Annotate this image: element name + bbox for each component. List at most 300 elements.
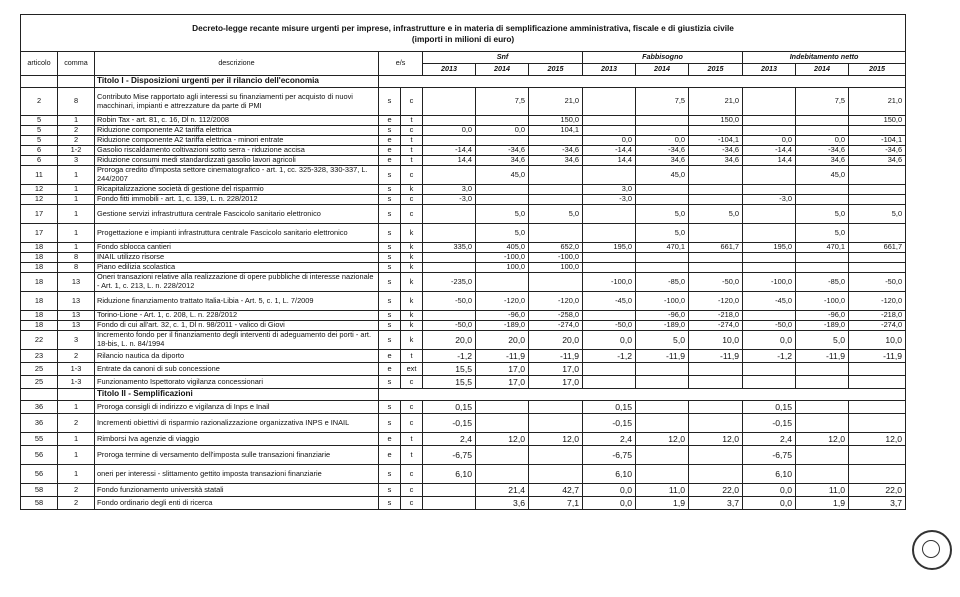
cell-value: -14,4 — [743, 146, 796, 156]
cell-value: 7,5 — [636, 88, 689, 116]
cell-value: -120,0 — [849, 292, 906, 311]
cell-es: s — [379, 331, 401, 350]
cell-es: e — [379, 363, 401, 376]
cell-articolo: 18 — [21, 243, 58, 253]
cell-descrizione: Gasolio riscaldamento coltivazioni sotto serra - riduzione accisa — [95, 146, 379, 156]
cell-es: s — [379, 497, 401, 510]
cell-value: 5,0 — [476, 224, 529, 243]
cell-value: 12,0 — [529, 433, 583, 446]
cell-es: s — [379, 414, 401, 433]
cell-value — [476, 414, 529, 433]
table-row — [21, 156, 906, 166]
cell-comma: 1 — [58, 205, 95, 224]
cell-value: -11,9 — [849, 350, 906, 363]
cell-value — [529, 414, 583, 433]
cell-descrizione: oneri per interessi - slittamento gettito imposta transazioni finanziarie — [95, 465, 379, 484]
cell-value: 7,5 — [476, 88, 529, 116]
cell-value: 661,7 — [689, 243, 743, 253]
cell-es: s — [379, 321, 401, 331]
cell-value: 0,0 — [476, 126, 529, 136]
cell-articolo: 22 — [21, 331, 58, 350]
cell-es: s — [379, 195, 401, 205]
section-row — [21, 76, 906, 88]
cell-value: -96,0 — [476, 311, 529, 321]
cell-tipo: k — [401, 224, 423, 243]
cell-value — [529, 273, 583, 292]
cell-value: -274,0 — [529, 321, 583, 331]
cell-value — [689, 195, 743, 205]
cell-value — [689, 363, 743, 376]
header-year: 2015 — [529, 64, 583, 76]
cell-value: 21,0 — [529, 88, 583, 116]
cell-value — [849, 195, 906, 205]
cell-value: 0,0 — [423, 126, 476, 136]
cell-value: 45,0 — [796, 166, 849, 185]
cell-articolo: 36 — [21, 401, 58, 414]
empty-cell — [379, 389, 906, 401]
cell-value: 470,1 — [636, 243, 689, 253]
cell-value: -100,0 — [583, 273, 636, 292]
cell-descrizione: Proroga termine di versamento dell'imposta sulle transazioni finanziarie — [95, 446, 379, 465]
cell-tipo: t — [401, 433, 423, 446]
cell-value: -274,0 — [689, 321, 743, 331]
cell-comma: 3 — [58, 331, 95, 350]
cell-value — [636, 263, 689, 273]
cell-tipo: k — [401, 185, 423, 195]
cell-value: 5,0 — [636, 205, 689, 224]
cell-tipo: k — [401, 263, 423, 273]
cell-value: 34,6 — [689, 156, 743, 166]
cell-value: 5,0 — [796, 224, 849, 243]
cell-value: 2,4 — [743, 433, 796, 446]
cell-value: 405,0 — [476, 243, 529, 253]
cell-value: 17,0 — [529, 376, 583, 389]
cell-articolo: 17 — [21, 224, 58, 243]
cell-value — [689, 185, 743, 195]
header-year: 2014 — [636, 64, 689, 76]
cell-es: s — [379, 185, 401, 195]
section-row — [21, 389, 906, 401]
cell-tipo: c — [401, 195, 423, 205]
cell-value — [529, 401, 583, 414]
document-page — [20, 14, 905, 510]
cell-value: -104,1 — [849, 136, 906, 146]
cell-es: e — [379, 146, 401, 156]
cell-value — [849, 263, 906, 273]
table-row — [21, 484, 906, 497]
cell-value: -100,0 — [529, 253, 583, 263]
cell-value: -14,4 — [423, 146, 476, 156]
cell-tipo: t — [401, 350, 423, 363]
cell-value: -34,6 — [636, 146, 689, 156]
cell-value: 3,7 — [689, 497, 743, 510]
cell-value: 195,0 — [743, 243, 796, 253]
cell-descrizione: Proroga credito d'imposta settore cinematografico - art. 1, cc. 325-328, 330-337, L. 244/2007 — [95, 166, 379, 185]
cell-value: 6,10 — [583, 465, 636, 484]
cell-value: -45,0 — [743, 292, 796, 311]
cell-value: 17,0 — [529, 363, 583, 376]
cell-value — [796, 126, 849, 136]
cell-value — [583, 311, 636, 321]
cell-es: s — [379, 205, 401, 224]
cell-value: 14,4 — [583, 156, 636, 166]
cell-value: 150,0 — [689, 116, 743, 126]
cell-value: 45,0 — [476, 166, 529, 185]
cell-value: -120,0 — [476, 292, 529, 311]
cell-value — [636, 401, 689, 414]
cell-articolo: 25 — [21, 376, 58, 389]
table-row — [21, 126, 906, 136]
cell-value: -50,0 — [423, 321, 476, 331]
cell-es: e — [379, 446, 401, 465]
cell-value: 0,0 — [743, 484, 796, 497]
cell-descrizione: Riduzione finanziamento trattato Italia-Libia - Art. 5, c. 1, L. 7/2009 — [95, 292, 379, 311]
cell-value: -100,0 — [636, 292, 689, 311]
cell-articolo: 18 — [21, 253, 58, 263]
cell-value: -50,0 — [689, 273, 743, 292]
cell-value: -6,75 — [423, 446, 476, 465]
cell-es: s — [379, 88, 401, 116]
cell-value — [636, 465, 689, 484]
table-row — [21, 292, 906, 311]
cell-articolo: 6 — [21, 156, 58, 166]
cell-value: 5,0 — [636, 224, 689, 243]
cell-value — [476, 116, 529, 126]
cell-es: e — [379, 136, 401, 146]
cell-articolo: 56 — [21, 465, 58, 484]
cell-descrizione: Incremento fondo per il finanziamento degli interventi di adeguamento dei porti - art. 18-bis, L. n. 84/1994 — [95, 331, 379, 350]
cell-tipo: k — [401, 243, 423, 253]
cell-descrizione: Funzionamento Ispettorato vigilanza concessionari — [95, 376, 379, 389]
cell-value: 15,5 — [423, 376, 476, 389]
cell-value — [743, 224, 796, 243]
cell-value: 5,0 — [636, 331, 689, 350]
cell-value — [423, 166, 476, 185]
cell-comma: 1 — [58, 116, 95, 126]
cell-value — [476, 185, 529, 195]
cell-value — [849, 465, 906, 484]
cell-value: -120,0 — [529, 292, 583, 311]
cell-descrizione: INAIL utilizzo risorse — [95, 253, 379, 263]
cell-comma: 13 — [58, 321, 95, 331]
cell-value — [796, 401, 849, 414]
cell-value — [689, 414, 743, 433]
cell-value — [583, 88, 636, 116]
cell-comma: 2 — [58, 136, 95, 146]
cell-es: s — [379, 376, 401, 389]
cell-value: 10,0 — [689, 331, 743, 350]
cell-value: 20,0 — [476, 331, 529, 350]
cell-value — [743, 185, 796, 195]
cell-value — [583, 363, 636, 376]
cell-articolo: 5 — [21, 136, 58, 146]
cell-value: -85,0 — [796, 273, 849, 292]
cell-value: -1,2 — [583, 350, 636, 363]
cell-articolo: 18 — [21, 263, 58, 273]
cell-value — [849, 446, 906, 465]
empty-cell — [58, 76, 95, 88]
cell-value: -11,9 — [689, 350, 743, 363]
cell-value: 22,0 — [689, 484, 743, 497]
cell-comma: 2 — [58, 497, 95, 510]
cell-es: s — [379, 243, 401, 253]
cell-value: -50,0 — [849, 273, 906, 292]
cell-value: -45,0 — [583, 292, 636, 311]
cell-value: 0,0 — [743, 497, 796, 510]
cell-value — [743, 166, 796, 185]
cell-value — [529, 446, 583, 465]
cell-articolo: 18 — [21, 292, 58, 311]
cell-comma: 3 — [58, 156, 95, 166]
cell-comma: 2 — [58, 484, 95, 497]
title-line-2: (importi in milioni di euro) — [411, 34, 515, 44]
cell-value — [796, 363, 849, 376]
cell-comma: 1 — [58, 401, 95, 414]
cell-value: 0,0 — [743, 136, 796, 146]
cell-value: -11,9 — [796, 350, 849, 363]
cell-value — [423, 497, 476, 510]
cell-value: -11,9 — [636, 350, 689, 363]
cell-value — [689, 253, 743, 263]
cell-value: 6,10 — [423, 465, 476, 484]
table-row — [21, 195, 906, 205]
cell-value: 5,0 — [529, 205, 583, 224]
cell-value: 7,1 — [529, 497, 583, 510]
cell-descrizione: Riduzione componente A2 tariffa elettrica - minori entrate — [95, 136, 379, 146]
cell-articolo: 56 — [21, 446, 58, 465]
cell-value: 5,0 — [849, 205, 906, 224]
header-es: e/s — [379, 52, 423, 76]
office-stamp — [912, 530, 952, 570]
cell-articolo: 11 — [21, 166, 58, 185]
cell-es: s — [379, 263, 401, 273]
cell-value — [423, 311, 476, 321]
cell-value — [476, 273, 529, 292]
cell-comma: 1 — [58, 166, 95, 185]
cell-value: 3,0 — [423, 185, 476, 195]
cell-value — [476, 136, 529, 146]
cell-value: -100,0 — [796, 292, 849, 311]
cell-value: 11,0 — [636, 484, 689, 497]
cell-value: -1,2 — [423, 350, 476, 363]
cell-articolo: 5 — [21, 116, 58, 126]
cell-tipo: t — [401, 446, 423, 465]
cell-value: 1,9 — [636, 497, 689, 510]
cell-descrizione: Fondo funzionamento università statali — [95, 484, 379, 497]
cell-value: -1,2 — [743, 350, 796, 363]
table-row — [21, 273, 906, 292]
cell-value — [529, 136, 583, 146]
cell-descrizione: Robin Tax - art. 81, c. 16, Dl n. 112/2008 — [95, 116, 379, 126]
header-year: 2013 — [423, 64, 476, 76]
cell-value: 21,0 — [849, 88, 906, 116]
table-title — [21, 15, 906, 52]
cell-tipo: t — [401, 116, 423, 126]
cell-value: 34,6 — [636, 156, 689, 166]
cell-value: 100,0 — [476, 263, 529, 273]
cell-value: -3,0 — [423, 195, 476, 205]
cell-value — [476, 465, 529, 484]
cell-value: 6,10 — [743, 465, 796, 484]
header-year: 2015 — [689, 64, 743, 76]
cell-value — [689, 446, 743, 465]
cell-tipo: k — [401, 253, 423, 263]
cell-value: 5,0 — [476, 205, 529, 224]
cell-value: -189,0 — [476, 321, 529, 331]
cell-comma: 13 — [58, 292, 95, 311]
cell-descrizione: Proroga consigli di indirizzo e vigilanza di Inps e Inail — [95, 401, 379, 414]
cell-value: 7,5 — [796, 88, 849, 116]
cell-value — [636, 446, 689, 465]
cell-value: 0,0 — [636, 136, 689, 146]
cell-value: -34,6 — [689, 146, 743, 156]
cell-value: 3,0 — [583, 185, 636, 195]
cell-value — [849, 126, 906, 136]
header-year: 2013 — [583, 64, 636, 76]
cell-value — [636, 363, 689, 376]
cell-value: -34,6 — [849, 146, 906, 156]
cell-value: 34,6 — [849, 156, 906, 166]
table-row — [21, 311, 906, 321]
cell-es: s — [379, 224, 401, 243]
table-row — [21, 465, 906, 484]
cell-descrizione: Rilancio nautica da diporto — [95, 350, 379, 363]
cell-value: 11,0 — [796, 484, 849, 497]
cell-descrizione: Fondo fitti immobili - art. 1, c. 139, L. n. 228/2012 — [95, 195, 379, 205]
cell-value: -189,0 — [796, 321, 849, 331]
cell-value: 470,1 — [796, 243, 849, 253]
cell-tipo: t — [401, 146, 423, 156]
cell-es: s — [379, 465, 401, 484]
table-row — [21, 350, 906, 363]
cell-value: 17,0 — [476, 363, 529, 376]
cell-value — [796, 253, 849, 263]
cell-descrizione: Incrementi obiettivi di risparmio razionalizzazione organizzativa INPS e INAIL — [95, 414, 379, 433]
cell-articolo: 12 — [21, 185, 58, 195]
cell-value — [849, 253, 906, 263]
cell-articolo: 18 — [21, 273, 58, 292]
cell-articolo: 6 — [21, 146, 58, 156]
header-articolo: articolo — [21, 52, 58, 76]
cell-comma: 1 — [58, 433, 95, 446]
cell-value: -34,6 — [529, 146, 583, 156]
cell-value — [743, 363, 796, 376]
cell-value: 0,0 — [583, 484, 636, 497]
cell-value — [423, 484, 476, 497]
cell-value: 22,0 — [849, 484, 906, 497]
cell-value: -50,0 — [423, 292, 476, 311]
cell-tipo: k — [401, 331, 423, 350]
cell-value — [423, 136, 476, 146]
cell-comma: 1 — [58, 243, 95, 253]
table-row — [21, 321, 906, 331]
cell-tipo: c — [401, 484, 423, 497]
cell-value — [796, 414, 849, 433]
cell-descrizione: Riduzione componente A2 tariffa elettrica — [95, 126, 379, 136]
cell-value: 335,0 — [423, 243, 476, 253]
header-row-groups — [21, 52, 906, 64]
cell-tipo: c — [401, 414, 423, 433]
cell-value — [743, 253, 796, 263]
cell-articolo: 23 — [21, 350, 58, 363]
cell-value: 0,0 — [583, 497, 636, 510]
cell-value — [796, 263, 849, 273]
cell-descrizione: Contributo Mise rapportato agli interessi su finanziamenti per acquisto di nuovi macchinari, impianti e attrezzature da parte di PMI — [95, 88, 379, 116]
cell-value: -50,0 — [583, 321, 636, 331]
cell-articolo: 25 — [21, 363, 58, 376]
cell-value: -274,0 — [849, 321, 906, 331]
cell-value — [689, 465, 743, 484]
cell-articolo: 55 — [21, 433, 58, 446]
cell-value — [423, 224, 476, 243]
cell-value — [583, 263, 636, 273]
cell-es: s — [379, 311, 401, 321]
cell-tipo: k — [401, 321, 423, 331]
cell-comma: 1-2 — [58, 146, 95, 156]
cell-value: 150,0 — [849, 116, 906, 126]
header-descrizione: descrizione — [95, 52, 379, 76]
header-year: 2014 — [476, 64, 529, 76]
cell-value — [849, 166, 906, 185]
cell-value: -11,9 — [529, 350, 583, 363]
cell-value — [636, 195, 689, 205]
header-fabbisogno: Fabbisogno — [583, 52, 743, 64]
header-year: 2015 — [849, 64, 906, 76]
cell-tipo: k — [401, 292, 423, 311]
cell-articolo: 17 — [21, 205, 58, 224]
cell-value — [849, 224, 906, 243]
cell-value: 661,7 — [849, 243, 906, 253]
table-row — [21, 166, 906, 185]
cell-value — [583, 126, 636, 136]
cell-value — [849, 414, 906, 433]
cell-value — [583, 116, 636, 126]
table-row — [21, 401, 906, 414]
cell-value: 34,6 — [796, 156, 849, 166]
header-indebitamento: Indebitamento netto — [743, 52, 906, 64]
header-comma: comma — [58, 52, 95, 76]
cell-value: -34,6 — [796, 146, 849, 156]
cell-value: 12,0 — [689, 433, 743, 446]
cell-value — [529, 185, 583, 195]
cell-descrizione: Torino-Lione - Art. 1, c. 208, L. n. 228/2012 — [95, 311, 379, 321]
cell-value: 20,0 — [423, 331, 476, 350]
cell-value: 2,4 — [583, 433, 636, 446]
cell-comma: 1 — [58, 224, 95, 243]
cell-comma: 1 — [58, 185, 95, 195]
table-row — [21, 331, 906, 350]
cell-value — [796, 376, 849, 389]
table-row — [21, 263, 906, 273]
cell-descrizione: Progettazione e impianti infrastruttura centrale Fascicolo sanitario elettronico — [95, 224, 379, 243]
cell-descrizione: Piano edilizia scolastica — [95, 263, 379, 273]
cell-tipo: c — [401, 166, 423, 185]
cell-tipo: ext — [401, 363, 423, 376]
cell-value — [689, 166, 743, 185]
cell-tipo: c — [401, 465, 423, 484]
cell-comma: 1 — [58, 195, 95, 205]
cell-value — [743, 311, 796, 321]
empty-cell — [379, 76, 906, 88]
cell-value: 0,0 — [583, 331, 636, 350]
cell-value: 21,0 — [689, 88, 743, 116]
table-row — [21, 136, 906, 146]
cell-value: 3,7 — [849, 497, 906, 510]
cell-articolo: 18 — [21, 321, 58, 331]
cell-value — [796, 465, 849, 484]
cell-articolo: 2 — [21, 88, 58, 116]
cell-value — [423, 88, 476, 116]
